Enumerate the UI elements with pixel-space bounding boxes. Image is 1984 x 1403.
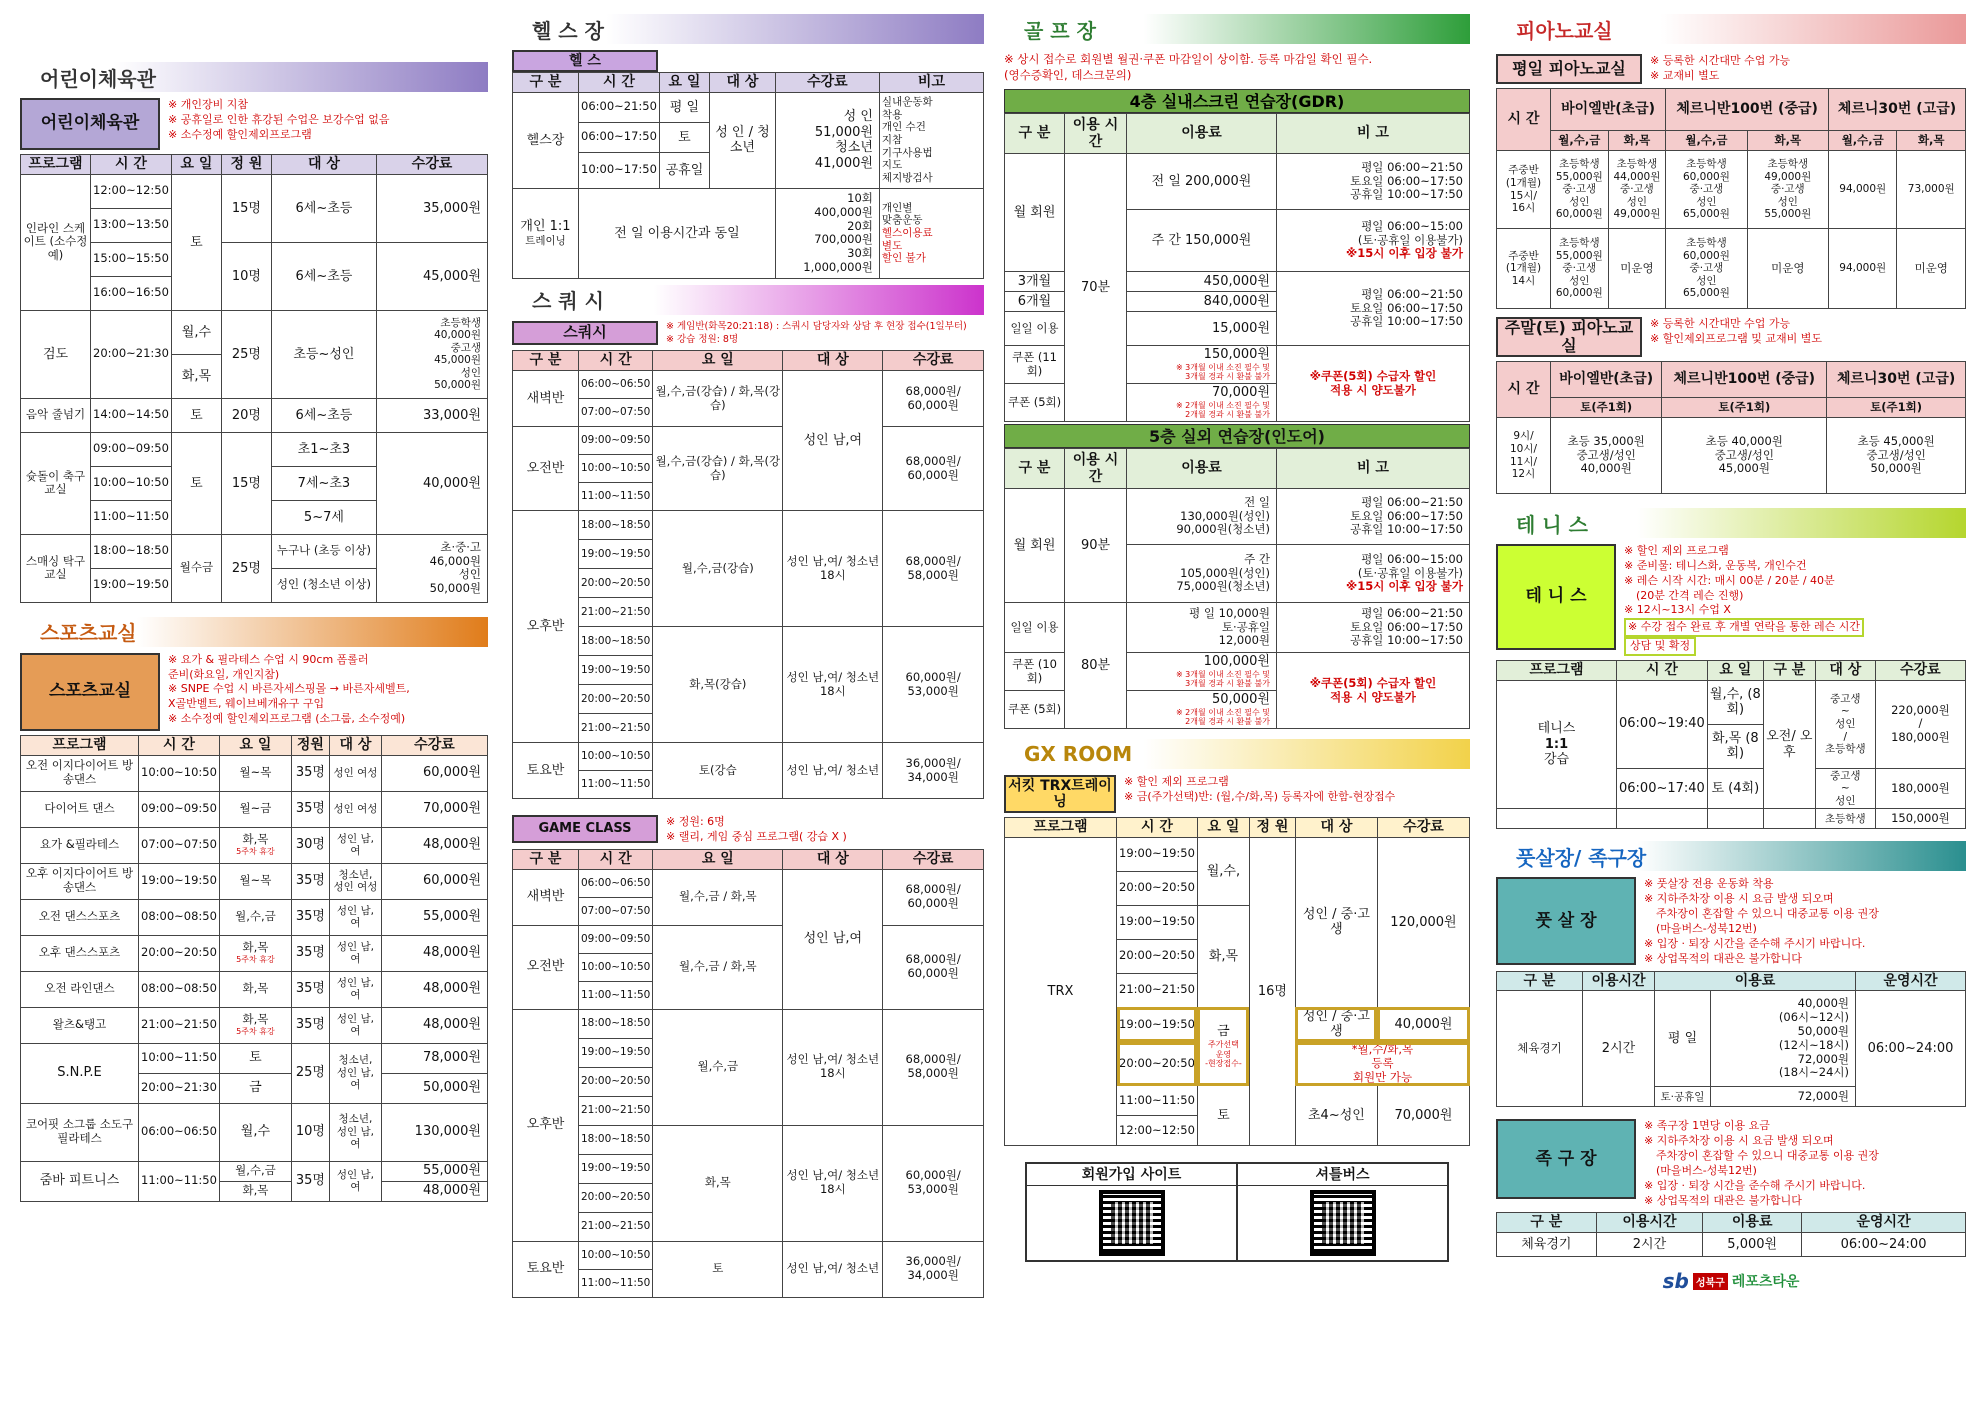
squash-badge: 스쿼시 (512, 321, 658, 345)
piano-weekday-table: 시 간 바이엘반(초급) 체르니반100번 (중급) 체르니30번 (고급) 월,수,금 화,목 월,수,금 화,목 월,수,금 화,목 주중반 (1개월) 15시/ 16시 초등학생 55,000원 중·고생 성인 60,000원 초등학생 44,000원 중·고생 성인 49,000원 초등학생 60,000원 중·고생 성인 65,000원 초등학생 49,000원 중·고생 성인 55,000원 94,000원 73,000원 주중반 (1개월) 14시 초등학생 55,000원 중·고생 성인 60,000원 미운영 초등학생 60,000원 중·고생 성인 65,000원 미운영 94,000원 미운영 (1496, 88, 1966, 309)
footer-logo: sb 성북구 레포츠타운 (1662, 1269, 1800, 1294)
futsal-badge: 풋 살 장 (1496, 877, 1636, 965)
squash-notes: ※ 게임반(화목20:21:18) : 스쿼시 담당자와 상담 후 현장 접수(1일부터) ※ 강습 정원: 8명 (666, 320, 967, 345)
kids-notes: ※ 개인장비 지참 ※ 공휴일로 인한 휴강된 수업은 보강수업 없음 ※ 소수정예 할인제외프로그램 (168, 98, 390, 141)
sports-row: 오전 라인댄스 08:00~08:50 화,목 35명 성인 남,여 48,000원 (21, 971, 488, 1007)
tennis-table: 프로그램 시 간 요 일 구 분 대 상 수강료 테니스 1:1 강습 06:00~19:40 월,수, (8회) 오전/ 오후 중고생 ~ 성인 / 초등학생 220,000원 / 180,000원 화,목 (8회) 06:00~17:40 토 (4회) 중고생 ~ 성인 180,000원 초등학생 150,000원 (1496, 660, 1966, 830)
golf-section-title: 골 프 장 (1004, 14, 1470, 44)
sports-row: 오전 댄스스포츠 08:00~08:50 월,수,금 35명 성인 남,여 55,000원 (21, 899, 488, 935)
piano-weekend-table: 시 간 바이엘반(초급) 체르니반100번 (중급) 체르니30번 (고급) 토(주1회) 토(주1회) 토(주1회) 9시/ 10시/ 11시/ 12시 초등 35,000원 중고생/성인 40,000원 초등 40,000원 중고생/성인 45,000원 초등 45,000원 중고생/성인 50,000원 (1496, 361, 1966, 494)
squash-table: 구 분 시 간 요 일 대 상 수강료 새벽반 06:00~06:50 월,수,금(강습) / 화,목(강습) 성인 남,여 68,000원/ 60,000원 07:00~07:50 오전반 09:00~09:50 월,수,금(강습) / 화,목(강습) 68,000원/ 60,000원 10:00~10:50 11:00~11:50 오후반 18:00~18:50 월,수,금(강습) 성인 남,여/ 청소년 18시 68,000원/ 58,000원 19:00~19:50 20:00~20:50 21:00~21:50 18:00~18:50 화,목(강습) 성인 남,여/ 청소년 18시 60,000원/ 53,000원 19:00~19:50 20:00~20:50 21:00~21:50 토요반 10:00~10:50 토(강습 성인 남,여/ 청소년 36,000원/ 34,000원 11:00~11:50 (512, 350, 984, 799)
gx-section-title: GX ROOM (1004, 739, 1470, 769)
game-notes: ※ 정원: 6명 ※ 랠리, 게임 중심 프로그램( 강습 X ) (666, 815, 847, 844)
piano-section-title: 피아노교실 (1496, 14, 1966, 44)
soccer-name: 슛돌이 축구 교실 (21, 432, 91, 534)
sports-badge: 스포츠교실 (20, 653, 160, 731)
sb-logo-icon: sb (1662, 1269, 1689, 1294)
tennis-section-title: 테 니 스 (1496, 508, 1966, 538)
futsal-notes: ※ 풋살장 전용 운동화 착용 ※ 지하주차장 이용 시 요금 발생 되오며 주차장이 혼잡할 수 있으니 대중교통 이용 권장 (마을버스-성북12번) ※ 입장 · 퇴장 시간을 준수해 주시기 바랍니다. ※ 상업목적의 대관은 불가합니다 (1644, 877, 1879, 965)
golf-notes: ※ 상시 접수로 회원별 월권·쿠폰 마감일이 상이함. 등록 마감일 확인 필수. (영수증확인, 데스크문의) (1004, 52, 1373, 82)
piano-weekend-notes: ※ 등록한 시간대만 수업 가능 ※ 할인제외프로그램 및 교재비 별도 (1650, 317, 1822, 345)
kendo-name: 검도 (21, 310, 91, 398)
game-table: 구 분 시 간 요 일 대 상 수강료 새벽반 06:00~06:50 월,수,금 / 화,목 성인 남,여 68,000원/ 60,000원 07:00~07:50 오전반 09:00~09:50 월,수,금 / 화,목 68,000원/ 60,000원 10:00~10:50 11:00~11:50 오후반 18:00~18:50 월,수,금 성인 남,여/ 청소년 18시 68,000원/ 58,000원 19:00~19:50 20:00~20:50 21:00~21:50 18:00~18:50 화,목 성인 남,여/ 청소년 18시 60,000원/ 53,000원 19:00~19:50 20:00~20:50 21:00~21:50 토요반 10:00~10:50 토 성인 남,여/ 청소년 36,000원/ 34,000원 11:00~11:50 (512, 849, 984, 1298)
signup-qr-icon[interactable] (1099, 1190, 1165, 1256)
futsal-table: 구 분 이용시간 이용료 운영시간 체육경기 2시간 평 일 40,000원 (06시~12시) 50,000원 (12시~18시) 72,000원 (18시~24시) 06:00~24:00 토·공휴일 72,000원 (1496, 971, 1966, 1108)
jokgu-notes: ※ 족구장 1면당 이용 요금 ※ 지하주차장 이용 시 요금 발생 되오며 주차장이 혼잡할 수 있으니 대중교통 이용 권장 (마을버스-성북12번) ※ 입장 · 퇴장 시간을 준수해 주시기 바랍니다. ※ 상업목적의 대관은 불가합니다 (1644, 1119, 1879, 1207)
column-health-squash (512, 14, 984, 1298)
futsal-section-title: 풋살장/ 족구장 (1496, 841, 1966, 871)
gx-notes: ※ 할인 제외 프로그램 ※ 금(주가선택)반: (월,수/화,목) 등록자에 한함-현장접수 (1124, 775, 1396, 803)
kids-section-title: 어린이체육관 (20, 62, 488, 92)
tennis-notes: ※ 할인 제외 프로그램 ※ 준비물: 테니스화, 운동복, 개인수건 ※ 레슨 시작 시간: 매시 00분 / 20분 / 40분 (20분 간격 레슨 진행) ※ 12시~13시 수업 X ※ 수강 접수 완료 후 개별 연락을 통한 레슨 시간 상담 및 확정 (1624, 544, 1864, 656)
outdoor-table: 구 분 이용 시간 이용료 비 고 월 회원 90분 전 일 130,000원(성인) 90,000원(청소년) 평일 06:00~21:50 토요일 06:00~17:50 공휴일 10:00~17:50 주 간 105,000원(성인) 75,000원(청소년) 평일 06:00~15:00 (토·공휴일 이용불가) ※15시 이후 입장 불가 일일 이용 80분 평 일 10,000원 토·공휴일 12,000원 평일 06:00~21:50 토요일 06:00~17:50 공휴일 10:00~17:50 쿠폰 (10회) 100,000원 ※ 3개월 이내 소진 필수 및 3개월 경과 시 환불 불가 ※쿠폰(5회) 수급자 할인 적용 시 양도불가 쿠폰 (5회) 50,000원 ※ 2개월 이내 소진 필수 및 2개월 경과 시 환불 불가 (1004, 448, 1470, 729)
smash-name: 스매싱 탁구 교실 (21, 534, 91, 602)
health-table: 구 분 시 간 요 일 대 상 수강료 비고 헬스장 06:00~21:50 평 일 성 인 / 청소년 성 인 51,000원 청소년 41,000원 실내운동화 착용 개인 수건 지참 기구사용법 지도 체지방검사 06:00~17:50 토 10:00~17:50 공휴일 개인 1:1 트레이닝 전 일 이용시간과 동일 10회 400,000원 20회 700,000원 30회 1,000,000원 개인별 맞춤운동 헬스이용료 별도 할인 불가 (512, 72, 984, 279)
gx-badge: 서킷 TRX트레이닝 (1004, 775, 1116, 813)
column-kids-sports (20, 14, 488, 1202)
sports-row: 오후 댄스스포츠 20:00~20:50 화,목 5주차 휴강 35명 성인 남,여 48,000원 (21, 935, 488, 971)
jokgu-table: 구 분 이용시간 이용료 운영시간 체육경기 2시간 5,000원 06:00~24:00 (1496, 1212, 1966, 1257)
column-golf-gx (1004, 14, 1470, 1262)
core-name: 코어핏 소그룹 소도구 필라테스 (21, 1103, 139, 1161)
health-section-title: 헬 스 장 (512, 14, 984, 44)
health-tab: 헬 스 (512, 50, 658, 72)
signup-qr-panel[interactable]: 회원가입 사이트 (1027, 1164, 1238, 1260)
zumba-name: 줌바 피트니스 (21, 1161, 139, 1201)
qr-box (1025, 1162, 1449, 1262)
sports-row: 오전 이지다이어트 방송댄스 10:00~10:50 월~목 35명 성인 여성 60,000원 (21, 755, 488, 791)
rope-name: 음악 줄넘기 (21, 398, 91, 432)
sports-row: 오후 이지다이어트 방송댄스 19:00~19:50 월~목 35명 청소년, 성인 여성 60,000원 (21, 863, 488, 899)
gdr-table: 구 분 이용 시간 이용료 비 고 월 회원 70분 전 일 200,000원 평일 06:00~21:50 토요일 06:00~17:50 공휴일 10:00~17:50 주 간 150,000원 평일 06:00~15:00 (토·공휴일 이용불가) ※15시 이후 입장 불가 3개월 450,000원 평일 06:00~21:50 토요일 06:00~17:50 공휴일 10:00~17:50 6개월 840,000원 일일 이용 15,000원 쿠폰 (11회) 150,000원 ※ 3개월 이내 소진 필수 및 3개월 경과 시 환불 불가 ※쿠폰(5회) 수급자 할인 적용 시 양도불가 쿠폰 (5회) 70,000원 ※ 2개월 이내 소진 필수 및 2개월 경과 시 환불 불가 (1004, 113, 1470, 422)
column-piano-tennis-futsal (1496, 14, 1966, 1293)
piano-weekend-badge: 주말(토) 피아노교실 (1496, 317, 1642, 357)
shuttle-qr-icon[interactable] (1310, 1190, 1376, 1256)
sports-row: 다이어트 댄스 09:00~09:50 월~금 35명 성인 여성 70,000원 (21, 791, 488, 827)
skate-name: 인라인 스케이트 (소수정예) (21, 174, 91, 310)
tennis-badge: 테 니 스 (1496, 544, 1616, 650)
game-badge: GAME CLASS (512, 815, 658, 843)
jokgu-badge: 족 구 장 (1496, 1119, 1636, 1199)
trx-name: TRX (1005, 837, 1117, 1146)
snpe-name: S.N.P.E (21, 1043, 139, 1103)
sports-section-title: 스포츠교실 (20, 617, 488, 647)
squash-section-title: 스 쿼 시 (512, 285, 984, 315)
sports-notes: ※ 요가 & 필라테스 수업 시 90cm 폼롤러 준비(화요일, 개인지참) ※ SNPE 수업 시 바른자세스핑몰 → 바른자세벨트, X골반벨트, 웨이브베개유구 구입 ※ 소수정예 할인제외프로그램 (소그룹, 소수정예) (168, 652, 410, 726)
sports-row: 요가 &필라테스 07:00~07:50 화,목 5주차 휴강 30명 성인 남,여 48,000원 (21, 827, 488, 863)
piano-weekday-badge: 평일 피아노교실 (1496, 54, 1642, 84)
piano-weekday-notes: ※ 등록한 시간대만 수업 가능 ※ 교재비 별도 (1650, 54, 1791, 82)
gx-table: 프로그램 시 간 요 일 정 원 대 상 수강료 TRX 19:00~19:50 월,수, 16명 성인 / 중·고생 120,000원 20:00~20:50 19:00~19:50 화,목 20:00~20:50 21:00~21:50 19:00~19:50 금 주가선택 운영 -현장접수- 성인 / 중·고생 40,000원 20:00~20:50 *월,수/화,목 등록 회원만 가능 11:00~11:50 토 초4~성인 70,000원 12:00~12:50 (1004, 817, 1470, 1146)
gdr-title: 4층 실내스크린 연습장(GDR) (1004, 89, 1470, 113)
kids-badge: 어린이체육관 (20, 98, 160, 150)
sports-row: 왈츠&탱고 21:00~21:50 화,목 5주차 휴강 35명 성인 남,여 48,000원 (21, 1007, 488, 1043)
sports-table: 프로그램 시 간 요 일 정원 대 상 수강료 오전 이지다이어트 방송댄스 10:00~10:50 월~목 35명 성인 여성 60,000원 다이어트 댄스 09:00~09:50 월~금 35명 성인 여성 70,000원 요가 &필라테스 07:00~07:50 화,목 5주차 휴강 30명 성인 남,여 48,000원 오후 이지다이어트 방송댄스 19:00~19:50 월~목 35명 청소년, 성인 여성 60,000원 오전 댄스스포츠 08:00~08:50 월,수,금 35명 성인 남,여 55,000원 오후 댄스스포츠 20:00~20:50 화,목 5주차 휴강 35명 성인 남,여 48,000원 오전 라인댄스 08:00~08:50 화,목 35명 성인 남,여 48,000원 왈츠&탱고 21:00~21:50 화,목 5주차 휴강 35명 성인 남,여 48,000원 S.N.P.E 10:00~11:50 토 25명 청소년, 성인 남,여 78,000원 20:00~21:30 금 50,000원 코어핏 소그룹 소도구 필라테스 06:00~06:50 월,수 10명 청소년, 성인 남,여 130,000원 줌바 피트니스 11:00~11:50 월,수,금 35명 성인 남,여 55,000원 화,목 48,000원 (20, 735, 488, 1202)
shuttle-qr-panel[interactable]: 셔틀버스 (1238, 1164, 1447, 1260)
outdoor-title: 5층 실외 연습장(인도어) (1004, 424, 1470, 448)
kids-table: 프로그램 시 간 요 일 정 원 대 상 수강료 인라인 스케이트 (소수정예) 12:00~12:50 토 15명 6세~초등 35,000원 13:00~13:50 15:00~15:50 10명 6세~초등 45,000원 16:00~16:50 검도 20:00~21:30 월,수 25명 초등~성인 초등학생 40,000원 중고생 45,000원 성인 50,000원 화,목 음악 줄넘기 14:00~14:50 토 20명 6세~초등 33,000원 슛돌이 축구 교실 09:00~09:50 토 15명 초1~초3 40,000원 10:00~10:50 7세~초3 11:00~11:50 5~7세 스매싱 탁구 교실 18:00~18:50 월수금 25명 누구나 (초등 이상) 초·중·고 46,000원 성인 50,000원 19:00~19:50 성인 (청소년 이상) (20, 154, 488, 603)
